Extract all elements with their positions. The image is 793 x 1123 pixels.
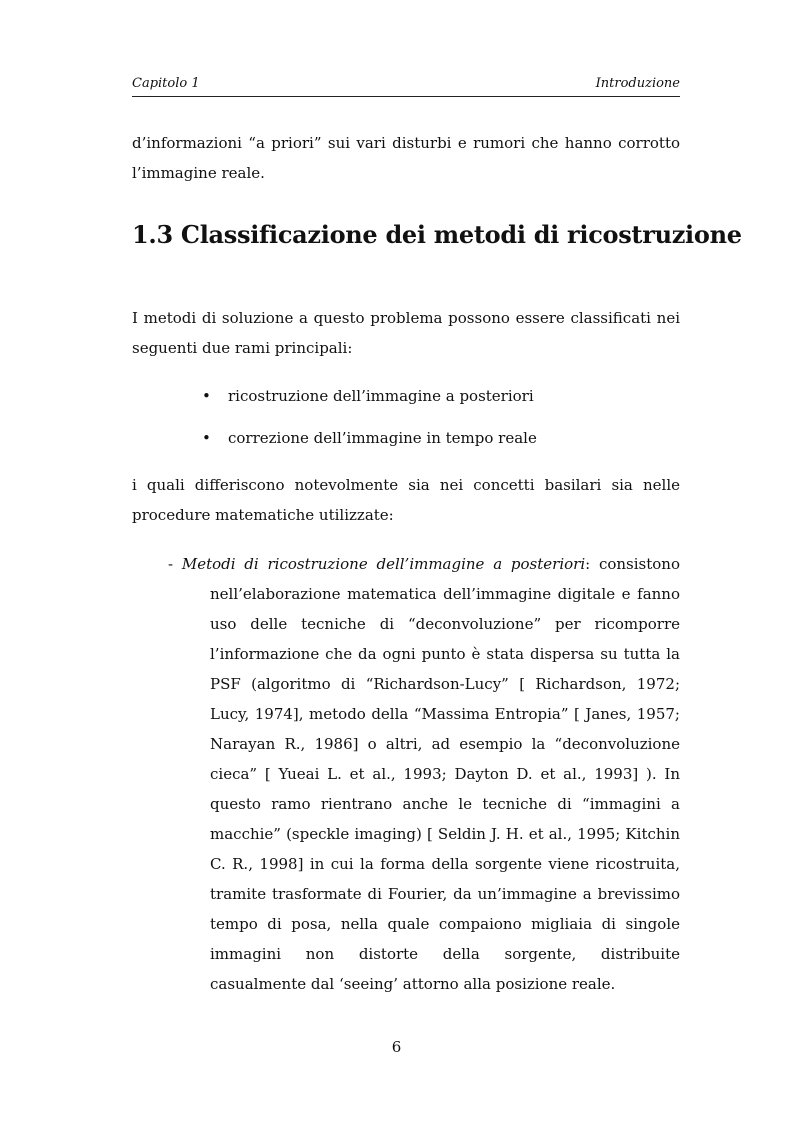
section-label: Introduzione [595, 76, 680, 91]
chapter-label: Capitolo 1 [132, 76, 200, 91]
bullet-list [200, 381, 537, 465]
bullet-icon: • [202, 387, 211, 405]
section-title: 1.3 Classificazione dei metodi di ricostruzione [132, 220, 742, 249]
list-item-text: ricostruzione dell’immagine a posteriori [228, 387, 534, 405]
method-description [168, 549, 680, 999]
list-item-text: correzione dell’immagine in tempo reale [228, 429, 537, 447]
list-item [200, 381, 537, 423]
paragraph-intro-end: d’informazioni “a priori” sui vari disturbi e rumori che hanno corrotto l’immagine reale. [132, 134, 680, 182]
list-item [200, 423, 537, 465]
method-body: nell’elaborazione matematica dell’immagine digitale e fanno uso delle tecniche di “deconvoluzione” per ricomporre l’informazione che da ogni punto è stata dispersa su tutta la PSF (algoritmo di “Richardson-Lucy” [ Richardson, 1972; Lucy, 1974], metodo della “Massima Entropia” [ Janes, 1957; Narayan R., 1986] o altri, ad esempio la “deconvoluzione cieca” [ Yueai L. et al., 1993; Dayton D. et al., 1993] ). In questo ramo rientrano anche le tecniche di “immagini a macchie” (speckle imaging) [ Seldin J. H. et al., 1995; Kitchin C. R., 1998] in cui la forma della sorgente viene ricostruita, tramite trasformate di Fourier, da un’immagine a brevissimo tempo di posa, nella quale compaiono migliaia di singole immagini non distorte della sorgente, distribuite casualmente dal ‘seeing’ attorno alla posizione reale. [210, 585, 680, 993]
page-number: 6 [391, 1038, 402, 1056]
method-term-suffix: : consistono [585, 555, 680, 573]
method-term: Metodi di ricostruzione dell’immagine a posteriori [181, 555, 586, 573]
method-heading-line [168, 549, 680, 579]
dash-marker: - [168, 555, 182, 573]
page-header [132, 76, 680, 97]
paragraph-classification: I metodi di soluzione a questo problema possono essere classificati nei seguenti due rami principali: [132, 309, 680, 357]
paragraph-differences: i quali differiscono notevolmente sia nei concetti basilari sia nelle procedure matematiche utilizzate: [132, 476, 680, 524]
bullet-icon: • [202, 429, 211, 447]
